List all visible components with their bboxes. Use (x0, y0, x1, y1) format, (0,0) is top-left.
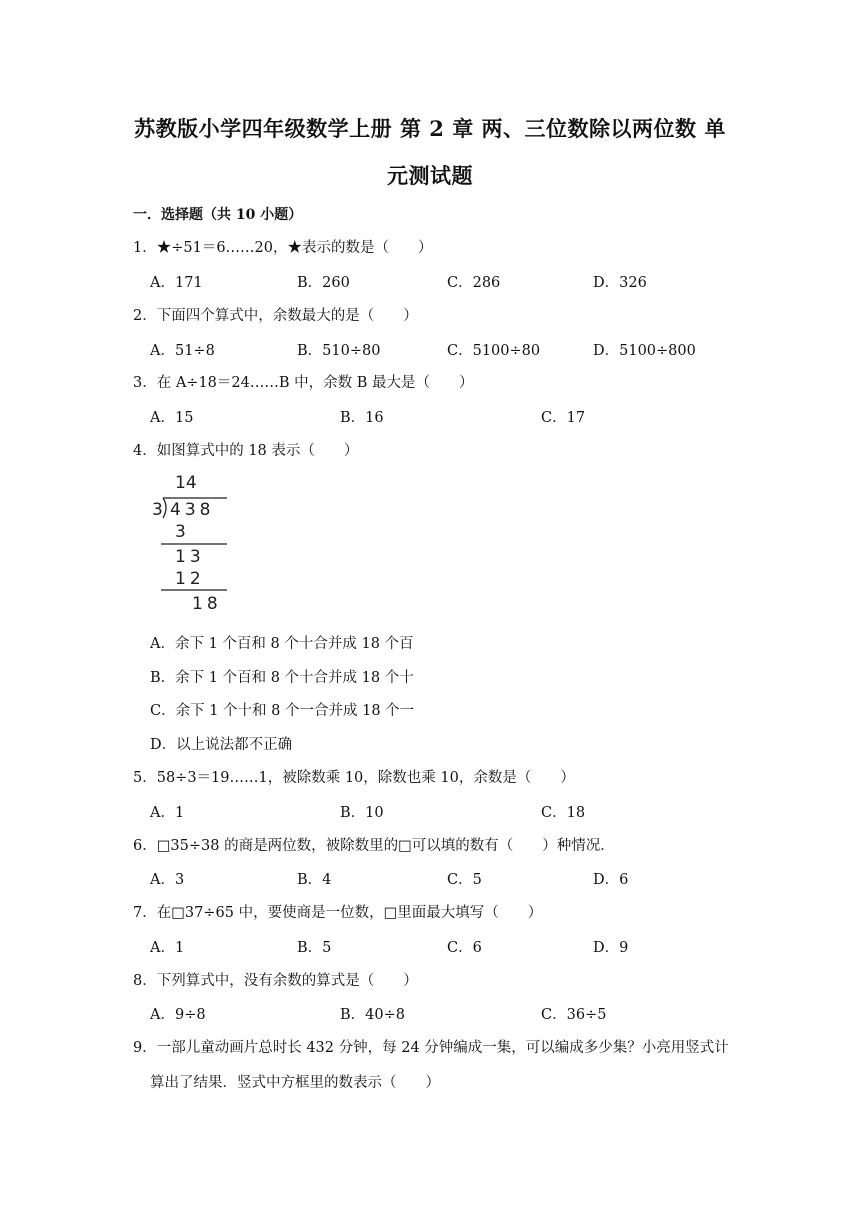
question-6-option-d: D．6 (593, 872, 629, 888)
question-2-stem: 2．下面四个算式中，余数最大的是（ ） (133, 308, 418, 324)
question-7-option-b: B．5 (297, 940, 332, 956)
step-1-text: 3 (175, 522, 186, 542)
question-3-stem: 3．在 A÷18＝24……B 中，余数 B 最大是（ ） (133, 375, 474, 391)
question-1-option-c: C．286 (447, 275, 501, 291)
question-2-option-d: D．5100÷800 (593, 343, 696, 359)
question-7-stem: 7．在□37÷65 中，要使商是一位数，□里面最大填写（ ） (133, 905, 543, 921)
question-5-option-a: A．1 (150, 805, 185, 821)
quotient-text: 14 (175, 473, 197, 493)
document-title-line-1: 苏教版小学四年级数学上册 第 2 章 两、三位数除以两位数 单 (134, 116, 726, 141)
question-7-option-c: C．6 (447, 940, 482, 956)
question-9-stem-continued: 算出了结果．竖式中方框里的数表示（ ） (150, 1075, 440, 1091)
question-6-option-a: A．3 (150, 872, 185, 888)
question-1-option-a: A．171 (150, 275, 203, 291)
question-5-stem: 5．58÷3＝19……1，被除数乘 10，除数也乘 10，余数是（ ） (133, 770, 575, 786)
division-bracket (163, 498, 166, 518)
question-8-stem: 8．下列算式中，没有余数的算式是（ ） (133, 973, 418, 989)
question-2-option-b: B．510÷80 (297, 343, 381, 359)
question-6-option-b: B．4 (297, 872, 332, 888)
question-8-option-b: B．40÷8 (340, 1007, 405, 1023)
question-1-stem: 1．★÷51＝6……20，★表示的数是（ ） (133, 240, 433, 256)
question-6-option-c: C．5 (447, 872, 482, 888)
question-7-option-a: A．1 (150, 940, 185, 956)
question-2-option-c: C．5100÷80 (447, 343, 541, 359)
question-7-option-d: D．9 (593, 940, 629, 956)
question-8-option-a: A．9÷8 (150, 1007, 206, 1023)
question-4-option-c: C．余下 1 个十和 8 个一合并成 18 个一 (150, 703, 415, 719)
question-3-option-b: B．16 (340, 410, 384, 426)
question-6-stem: 6．□35÷38 的商是两位数，被除数里的□可以填的数有（ ）种情况． (133, 838, 615, 854)
question-1-option-b: B．260 (297, 275, 350, 291)
question-5-option-b: B．10 (340, 805, 384, 821)
remainder-text: 18 (192, 594, 222, 614)
question-3-option-c: C．17 (541, 410, 586, 426)
question-9-stem: 9．一部儿童动画片总时长 432 分钟，每 24 分钟编成一集，可以编成多少集？小亮用竖式计 (133, 1040, 729, 1056)
question-1-option-d: D．326 (593, 275, 647, 291)
question-5-option-c: C．18 (541, 805, 586, 821)
question-4-option-b: B．余下 1 个百和 8 个十合并成 18 个十 (150, 670, 414, 686)
section-heading: 一．选择题（共 10 小题） (133, 207, 303, 223)
divisor-text: 3 (152, 500, 163, 520)
dividend-text: 438 (170, 500, 215, 520)
step-2-text: 13 (175, 547, 205, 567)
question-4-option-a: A．余下 1 个百和 8 个十合并成 18 个百 (150, 636, 414, 652)
step-3-text: 12 (175, 569, 205, 589)
question-8-option-c: C．36÷5 (541, 1007, 607, 1023)
document-title-line-2: 元测试题 (387, 163, 473, 188)
long-division-figure (145, 470, 245, 615)
question-4-option-d: D．以上说法都不正确 (150, 737, 293, 753)
question-4-stem: 4．如图算式中的 18 表示（ ） (133, 443, 359, 459)
question-2-option-a: A．51÷8 (150, 343, 215, 359)
question-3-option-a: A．15 (150, 410, 194, 426)
